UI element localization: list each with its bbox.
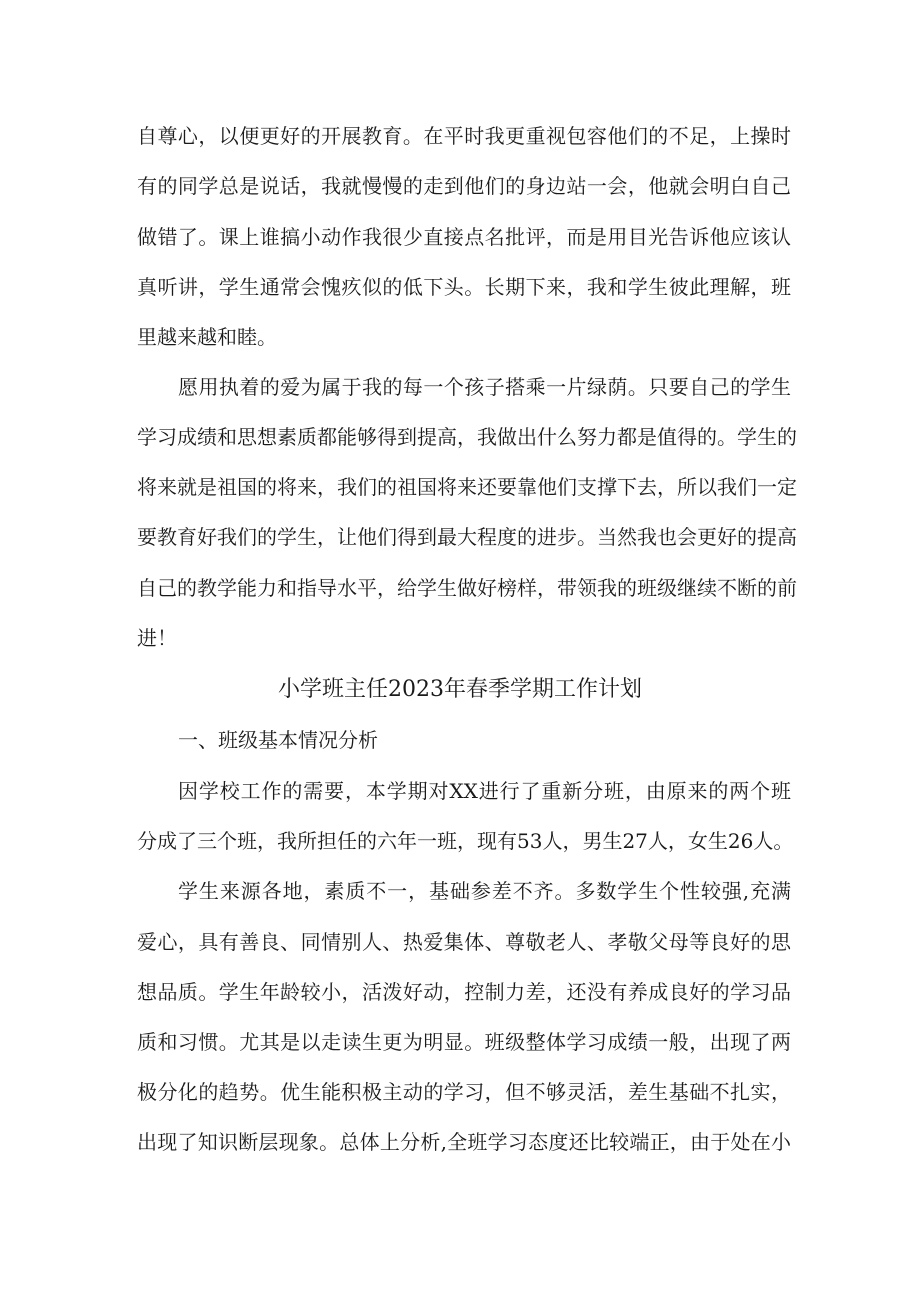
paragraph-line: 想品质。学生年龄较小，活泼好动，控制力差，还没有养成良好的学习品 bbox=[137, 980, 791, 1004]
paragraph-line: 因学校工作的需要，本学期对XX进行了重新分班，由原来的两个班 bbox=[178, 779, 791, 803]
paragraph-line: 真听讲，学生通常会愧疚似的低下头。长期下来，我和学生彼此理解，班 bbox=[137, 275, 791, 299]
paragraph-line: 学生来源各地，素质不一，基础参差不齐。多数学生个性较强,充满 bbox=[178, 879, 791, 903]
paragraph-line: 分成了三个班，我所担任的六年一班，现有53人，男生27人，女生26人。 bbox=[137, 829, 794, 853]
paragraph-line: 将来就是祖国的将来，我们的祖国将来还要靠他们支撑下去，所以我们一定 bbox=[137, 475, 797, 499]
paragraph-line: 质和习惯。尤其是以走读生更为明显。班级整体学习成绩一般，出现了两 bbox=[137, 1030, 791, 1054]
paragraph-line: 里越来越和睦。 bbox=[137, 325, 277, 349]
paragraph-line: 自己的教学能力和指导水平，给学生做好榜样，带领我的班级继续不断的前 bbox=[137, 576, 797, 600]
paragraph-line: 自尊心，以便更好的开展教育。在平时我更重视包容他们的不足，上操时 bbox=[137, 124, 791, 148]
paragraph-line: 学习成绩和思想素质都能够得到提高，我做出什么努力都是值得的。学生的 bbox=[137, 425, 797, 449]
paragraph-line: 出现了知识断层现象。总体上分析,全班学习态度还比较端正，由于处在小 bbox=[137, 1130, 791, 1154]
paragraph-line: 愿用执着的爱为属于我的每一个孩子搭乘一片绿荫。只要自己的学生 bbox=[178, 375, 791, 399]
paragraph-line: 极分化的趋势。优生能积极主动的学习，但不够灵活，差生基础不扎实， bbox=[137, 1080, 791, 1104]
paragraph-line: 做错了。课上谁搞小动作我很少直接点名批评，而是用目光告诉他应该认 bbox=[137, 225, 791, 249]
paragraph-line: 进！ bbox=[137, 626, 177, 650]
paragraph-line: 爱心，具有善良、同情别人、热爱集体、尊敬老人、孝敬父母等良好的思 bbox=[137, 930, 791, 954]
section-title: 小学班主任2023年春季学期工作计划 bbox=[278, 677, 642, 702]
section-heading: 一、班级基本情况分析 bbox=[178, 728, 378, 752]
paragraph-line: 有的同学总是说话，我就慢慢的走到他们的身边站一会，他就会明白自己 bbox=[137, 174, 791, 198]
paragraph-line: 要教育好我们的学生，让他们得到最大程度的进步。当然我也会更好的提高 bbox=[137, 525, 797, 549]
